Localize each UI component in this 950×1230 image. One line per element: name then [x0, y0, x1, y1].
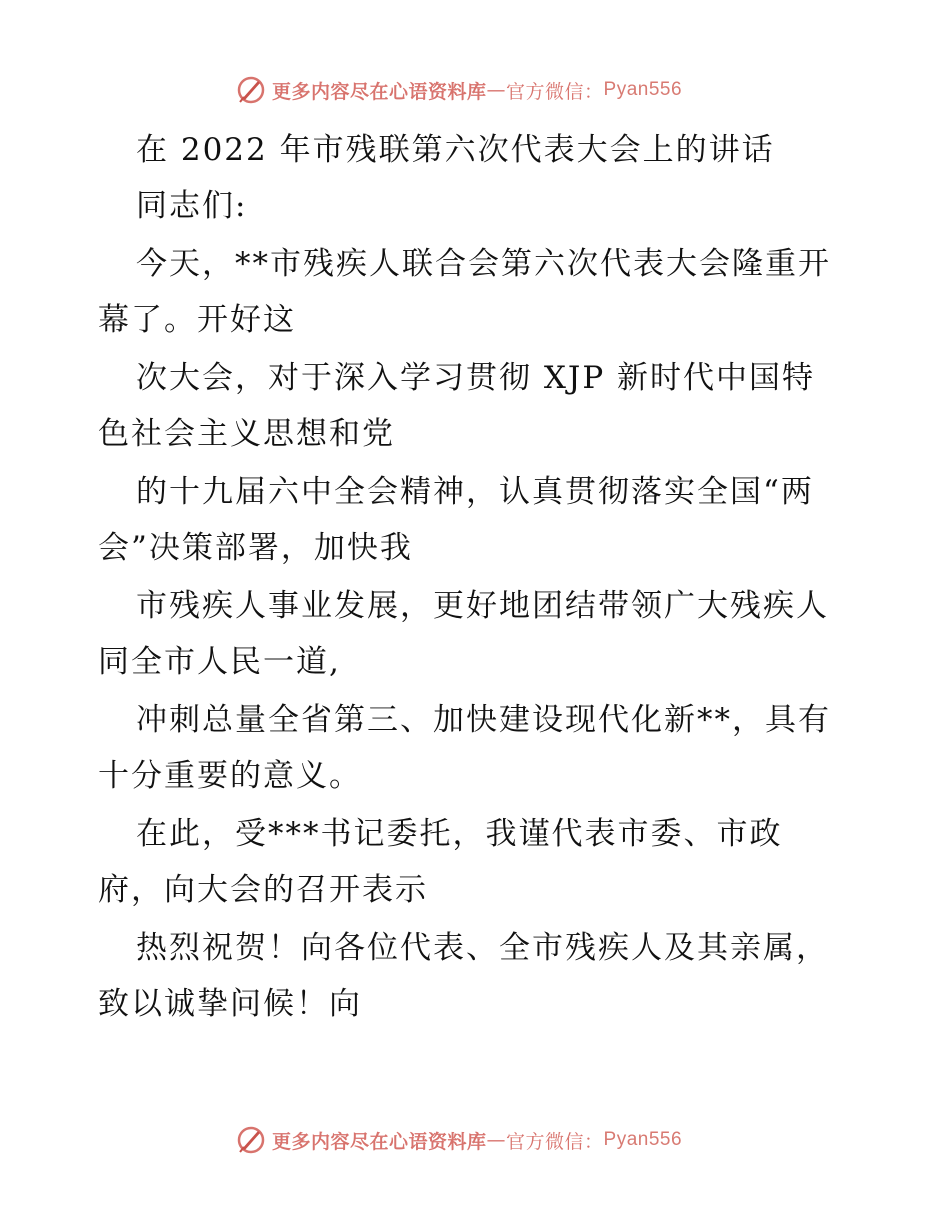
text-line: 府，向大会的召开表示	[98, 872, 428, 908]
text-line: 幕了。开好这	[98, 302, 296, 338]
text-line: 冲刺总量全省第三、加快建设现代化新**，具有	[136, 702, 831, 738]
speech-title: 在 2022 年市残联第六次代表大会上的讲话	[136, 132, 775, 168]
text-line: 同志们:	[136, 188, 248, 224]
banner-dash: —	[486, 79, 507, 101]
text-line: 的十九届六中全会精神，认真贯彻落实全国“两	[136, 474, 814, 510]
quill-logo-icon	[236, 75, 266, 105]
banner-title: 更多内容尽在心语资料库	[272, 1130, 487, 1153]
banner-wechat-id: Pyan556	[603, 79, 683, 100]
banner-dash: —	[486, 1129, 507, 1151]
text-line: 市残疾人事业发展，更好地团结带领广大残疾人	[136, 588, 829, 624]
banner-wechat-id: Pyan556	[603, 1129, 683, 1150]
text-line: 同全市人民一道,	[98, 644, 341, 680]
header-banner	[236, 73, 682, 107]
banner-title: 更多内容尽在心语资料库	[272, 80, 487, 103]
text-line: 今天，**市残疾人联合会第六次代表大会隆重开	[136, 246, 831, 282]
banner-wechat-label: 官方微信：	[506, 1130, 604, 1153]
footer-banner	[236, 1123, 682, 1157]
text-line: 热烈祝贺！向各位代表、全市残疾人及其亲属，	[136, 930, 829, 966]
text-line: 致以诚挚问候！向	[98, 986, 362, 1022]
text-line: 十分重要的意义。	[98, 758, 362, 794]
text-line: 在此，受***书记委托，我谨代表市委、市政	[136, 816, 783, 852]
quill-logo-icon	[236, 1125, 266, 1155]
banner-wechat-label: 官方微信：	[506, 80, 604, 103]
text-line: 会”决策部署，加快我	[98, 530, 413, 566]
text-line: 色社会主义思想和党	[98, 416, 395, 452]
text-line: 次大会，对于深入学习贯彻 XJP 新时代中国特	[136, 360, 816, 396]
